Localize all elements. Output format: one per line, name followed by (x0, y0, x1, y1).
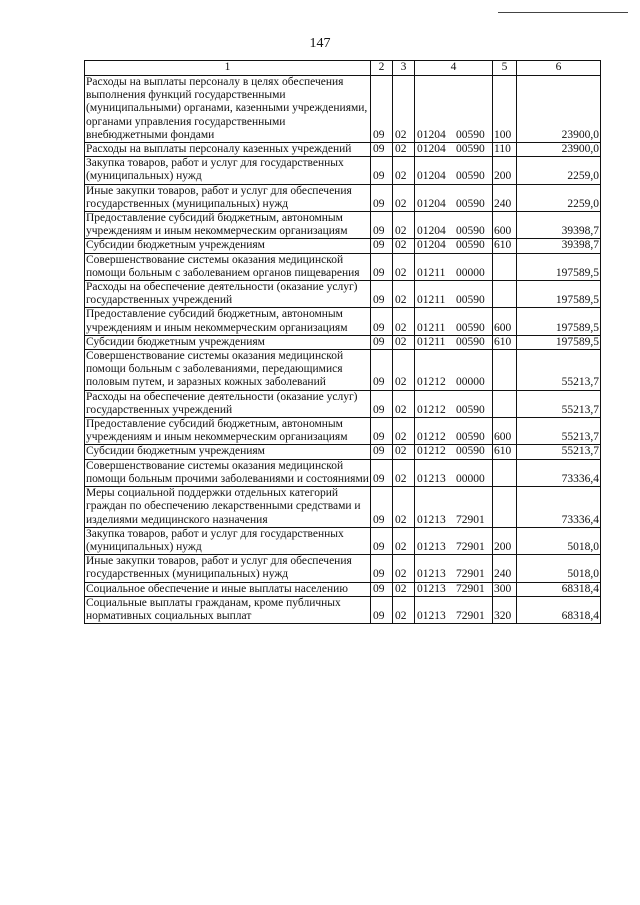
row-amount: 55213,7 (517, 390, 601, 417)
target-direction-code: 00590 (456, 197, 485, 210)
target-direction-code: 00590 (456, 143, 485, 156)
table-row (85, 335, 601, 349)
target-program-code: 01211 (417, 321, 446, 334)
row-amount: 197589,5 (517, 308, 601, 335)
header-col-4: 4 (415, 61, 493, 76)
row-target-code (415, 253, 493, 280)
target-program-code: 01212 (417, 376, 446, 389)
table-row (85, 184, 601, 211)
target-direction-code: 00590 (456, 170, 485, 183)
row-subsection: 02 (393, 445, 415, 459)
row-target-code (415, 487, 493, 528)
row-amount: 39398,7 (517, 239, 601, 253)
row-amount: 68318,4 (517, 582, 601, 596)
row-subsection: 02 (393, 253, 415, 280)
row-target-code (415, 184, 493, 211)
row-amount: 73336,4 (517, 487, 601, 528)
row-target-code (415, 582, 493, 596)
row-description: Социальное обеспечение и иные выплаты населению (85, 582, 371, 596)
row-expense-type: 600 (493, 418, 517, 445)
target-direction-code: 00000 (456, 266, 485, 279)
target-direction-code: 00000 (456, 376, 485, 389)
row-section: 09 (371, 445, 393, 459)
table-row (85, 308, 601, 335)
target-program-code: 01204 (417, 197, 446, 210)
row-target-code (415, 555, 493, 582)
row-section: 09 (371, 350, 393, 391)
row-subsection: 02 (393, 596, 415, 623)
row-description: Иные закупки товаров, работ и услуг для обеспечения государственных (муниципальных) нужд (85, 555, 371, 582)
row-amount: 55213,7 (517, 350, 601, 391)
row-subsection: 02 (393, 418, 415, 445)
row-expense-type: 300 (493, 582, 517, 596)
row-subsection: 02 (393, 308, 415, 335)
row-target-code (415, 418, 493, 445)
target-program-code: 01213 (417, 609, 446, 622)
row-subsection: 02 (393, 281, 415, 308)
table-row (85, 350, 601, 391)
table-row (85, 212, 601, 239)
row-subsection: 02 (393, 239, 415, 253)
row-description: Закупка товаров, работ и услуг для государственных (муниципальных) нужд (85, 527, 371, 554)
row-description: Субсидии бюджетным учреждениям (85, 445, 371, 459)
table-row (85, 418, 601, 445)
table-row (85, 239, 601, 253)
header-row (85, 61, 601, 76)
row-section: 09 (371, 335, 393, 349)
row-section: 09 (371, 239, 393, 253)
target-direction-code: 00590 (456, 321, 485, 334)
target-program-code: 01204 (417, 143, 446, 156)
row-description: Закупка товаров, работ и услуг для государственных (муниципальных) нужд (85, 157, 371, 184)
row-section: 09 (371, 76, 393, 143)
row-section: 09 (371, 212, 393, 239)
row-amount: 73336,4 (517, 459, 601, 486)
table-row (85, 157, 601, 184)
row-amount: 23900,0 (517, 143, 601, 157)
row-section: 09 (371, 555, 393, 582)
row-expense-type: 240 (493, 555, 517, 582)
target-direction-code: 00590 (456, 431, 485, 444)
row-subsection: 02 (393, 527, 415, 554)
row-expense-type (493, 390, 517, 417)
row-target-code (415, 350, 493, 391)
target-program-code: 01211 (417, 335, 446, 348)
target-direction-code: 72901 (456, 609, 485, 622)
row-amount: 55213,7 (517, 418, 601, 445)
target-program-code: 01204 (417, 170, 446, 183)
row-expense-type (493, 281, 517, 308)
table-row (85, 487, 601, 528)
row-description: Социальные выплаты гражданам, кроме публичных нормативных социальных выплат (85, 596, 371, 623)
target-program-code: 01213 (417, 582, 446, 595)
row-target-code (415, 143, 493, 157)
row-expense-type: 200 (493, 527, 517, 554)
table-row (85, 596, 601, 623)
row-expense-type: 240 (493, 184, 517, 211)
table-row (85, 281, 601, 308)
target-program-code: 01212 (417, 431, 446, 444)
target-program-code: 01204 (417, 225, 446, 238)
target-direction-code: 00590 (456, 445, 485, 458)
row-section: 09 (371, 157, 393, 184)
row-expense-type: 610 (493, 445, 517, 459)
target-program-code: 01213 (417, 540, 446, 553)
row-amount: 5018,0 (517, 555, 601, 582)
row-description: Расходы на обеспечение деятельности (оказание услуг) государственных учреждений (85, 281, 371, 308)
header-col-5: 5 (493, 61, 517, 76)
row-expense-type (493, 350, 517, 391)
row-target-code (415, 76, 493, 143)
row-subsection: 02 (393, 335, 415, 349)
row-section: 09 (371, 308, 393, 335)
row-target-code (415, 445, 493, 459)
row-description: Субсидии бюджетным учреждениям (85, 239, 371, 253)
target-direction-code: 00000 (456, 472, 485, 485)
table-row (85, 76, 601, 143)
row-subsection: 02 (393, 459, 415, 486)
row-expense-type: 600 (493, 212, 517, 239)
header-col-1: 1 (85, 61, 371, 76)
row-amount: 197589,5 (517, 281, 601, 308)
top-edge-mark (498, 0, 628, 13)
row-expense-type: 100 (493, 76, 517, 143)
row-expense-type (493, 487, 517, 528)
row-target-code (415, 459, 493, 486)
row-amount: 5018,0 (517, 527, 601, 554)
row-subsection: 02 (393, 76, 415, 143)
row-target-code (415, 281, 493, 308)
row-amount: 197589,5 (517, 335, 601, 349)
table-row (85, 555, 601, 582)
row-subsection: 02 (393, 184, 415, 211)
table-row (85, 253, 601, 280)
row-target-code (415, 335, 493, 349)
row-expense-type: 600 (493, 308, 517, 335)
target-program-code: 01204 (417, 128, 446, 141)
target-direction-code: 00590 (456, 335, 485, 348)
target-program-code: 01211 (417, 294, 446, 307)
row-expense-type: 610 (493, 239, 517, 253)
target-program-code: 01212 (417, 403, 446, 416)
row-amount: 68318,4 (517, 596, 601, 623)
row-subsection: 02 (393, 487, 415, 528)
page-number: 147 (309, 36, 331, 51)
table-row (85, 390, 601, 417)
row-description: Расходы на выплаты персоналу казенных учреждений (85, 143, 371, 157)
row-section: 09 (371, 281, 393, 308)
target-direction-code: 72901 (456, 540, 485, 553)
target-direction-code: 72901 (456, 582, 485, 595)
row-amount: 2259,0 (517, 184, 601, 211)
row-description: Расходы на выплаты персоналу в целях обеспечения выполнения функций государственными (муниципальными) органами, казенными учреждениями, органами управления государственными внебюджетными фондами (85, 76, 371, 143)
row-description: Предоставление субсидий бюджетным, автономным учреждениям и иным некоммерческим организациям (85, 308, 371, 335)
row-section: 09 (371, 487, 393, 528)
target-direction-code: 00590 (456, 239, 485, 252)
row-amount: 39398,7 (517, 212, 601, 239)
target-program-code: 01211 (417, 266, 446, 279)
row-expense-type: 610 (493, 335, 517, 349)
row-expense-type: 200 (493, 157, 517, 184)
row-expense-type (493, 459, 517, 486)
row-section: 09 (371, 143, 393, 157)
target-direction-code: 00590 (456, 128, 485, 141)
target-direction-code: 72901 (456, 513, 485, 526)
target-direction-code: 00590 (456, 403, 485, 416)
target-direction-code: 72901 (456, 568, 485, 581)
row-section: 09 (371, 390, 393, 417)
row-section: 09 (371, 596, 393, 623)
target-program-code: 01204 (417, 239, 446, 252)
budget-table (84, 60, 601, 624)
row-section: 09 (371, 527, 393, 554)
row-description: Совершенствование системы оказания медицинской помощи больным прочими заболеваниями и состояниями (86, 459, 369, 485)
row-subsection: 02 (393, 350, 415, 391)
row-subsection: 02 (393, 212, 415, 239)
table-row (85, 527, 601, 554)
target-direction-code: 00590 (456, 294, 485, 307)
target-program-code: 01212 (417, 445, 446, 458)
target-program-code: 01213 (417, 472, 446, 485)
target-program-code: 01213 (417, 513, 446, 526)
row-subsection: 02 (393, 555, 415, 582)
target-program-code: 01213 (417, 568, 446, 581)
table-row (85, 143, 601, 157)
row-description: Меры социальной поддержки отдельных категорий граждан по обеспечению лекарственными средствами и изделиями медицинского назначения (85, 487, 371, 528)
row-description: Расходы на обеспечение деятельности (оказание услуг) государственных учреждений (85, 390, 371, 417)
row-target-code (415, 239, 493, 253)
table-row (85, 445, 601, 459)
row-target-code (415, 212, 493, 239)
row-subsection: 02 (393, 582, 415, 596)
row-subsection: 02 (393, 390, 415, 417)
row-target-code (415, 596, 493, 623)
row-description: Совершенствование системы оказания медицинской помощи больным с заболеванием органов пищеварения (85, 253, 371, 280)
table-row (85, 459, 601, 486)
row-description: Субсидии бюджетным учреждениям (85, 335, 371, 349)
target-direction-code: 00590 (456, 225, 485, 238)
row-section: 09 (371, 184, 393, 211)
row-amount: 2259,0 (517, 157, 601, 184)
row-section: 09 (371, 253, 393, 280)
row-target-code (415, 308, 493, 335)
header-col-2: 2 (371, 61, 393, 76)
row-section: 09 (371, 582, 393, 596)
row-target-code (415, 157, 493, 184)
table-row (85, 582, 601, 596)
row-amount: 55213,7 (517, 445, 601, 459)
row-expense-type: 320 (493, 596, 517, 623)
row-description: Предоставление субсидий бюджетным, автономным учреждениям и иным некоммерческим организациям (85, 212, 371, 239)
row-subsection: 02 (393, 143, 415, 157)
row-target-code (415, 390, 493, 417)
row-expense-type (493, 253, 517, 280)
row-subsection: 02 (393, 157, 415, 184)
row-section: 09 (371, 418, 393, 445)
row-amount: 197589,5 (517, 253, 601, 280)
row-description: Совершенствование системы оказания медицинской помощи больным с заболеваниями, передающимися половым путем, и заразных кожных заболеваний (85, 350, 371, 391)
row-amount: 23900,0 (517, 76, 601, 143)
row-description: Иные закупки товаров, работ и услуг для обеспечения государственных (муниципальных) нужд (85, 184, 371, 211)
header-col-3: 3 (393, 61, 415, 76)
row-section: 09 (371, 459, 393, 486)
row-target-code (415, 527, 493, 554)
row-description: Предоставление субсидий бюджетным, автономным учреждениям и иным некоммерческим организациям (85, 418, 371, 445)
row-expense-type: 110 (493, 143, 517, 157)
header-col-6: 6 (517, 61, 601, 76)
